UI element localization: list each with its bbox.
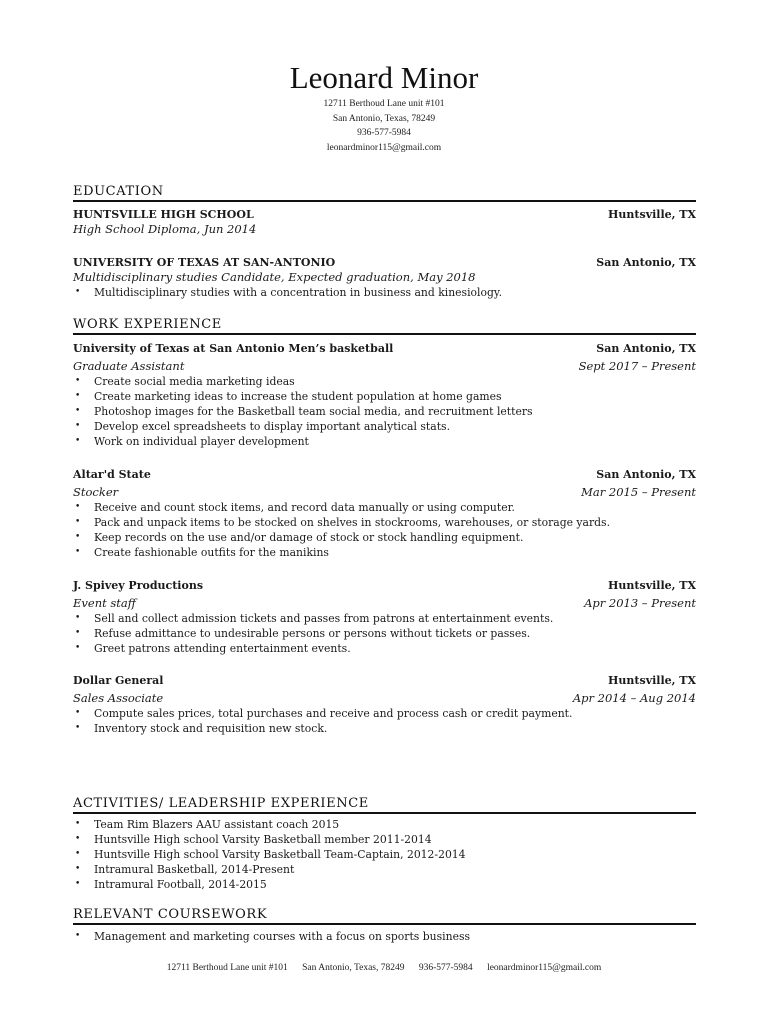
school-location: Huntsville, TX xyxy=(608,208,696,221)
job-dates: Apr 2014 – Aug 2014 xyxy=(572,691,696,705)
list-item xyxy=(73,929,696,944)
list-item-text: Multidisciplinary studies with a concentration in business and kinesiology. xyxy=(94,286,502,299)
bullet-icon: • xyxy=(75,819,81,829)
job-dates: Apr 2013 – Present xyxy=(584,596,696,610)
job-header xyxy=(73,578,696,593)
list-item-text: Keep records on the use and/or damage of stock or stock handling equipment. xyxy=(94,531,524,544)
job-role-row xyxy=(73,691,696,706)
contact-block xyxy=(0,97,768,155)
list-item-text: Create social media marketing ideas xyxy=(94,375,295,388)
footer-city: San Antonio, Texas, 78249 xyxy=(302,963,405,973)
list-item-text: Refuse admittance to undesirable persons or persons without tickets or passes. xyxy=(94,627,531,640)
school-name: UNIVERSITY OF TEXAS AT SAN-ANTONIO xyxy=(73,256,336,269)
email[interactable]: leonardminor115@gmail.com xyxy=(326,142,442,153)
bullet-icon: • xyxy=(75,406,81,416)
activities-section xyxy=(73,796,696,892)
bullet-icon: • xyxy=(75,517,81,527)
education-entry-header xyxy=(73,255,696,270)
education-entry-header xyxy=(73,207,696,222)
footer-email[interactable]: leonardminor115@gmail.com xyxy=(487,963,602,973)
list-item xyxy=(73,530,696,545)
list-item-text: Create marketing ideas to increase the student population at home games xyxy=(94,390,502,403)
list-item-text: Inventory stock and requisition new stock. xyxy=(94,722,328,735)
job-role-row xyxy=(73,359,696,374)
list-item xyxy=(73,389,696,404)
list-item-text: Huntsville High school Varsity Basketball Team-Captain, 2012-2014 xyxy=(94,848,466,861)
job-location: Huntsville, TX xyxy=(608,579,696,592)
bullet-icon: • xyxy=(75,391,81,401)
list-item xyxy=(73,847,696,862)
list-item xyxy=(73,374,696,389)
job-header xyxy=(73,467,696,482)
bullet-icon: • xyxy=(75,849,81,859)
school-location: San Antonio, TX xyxy=(596,256,696,269)
section-title: WORK EXPERIENCE xyxy=(73,317,222,332)
list-item xyxy=(73,832,696,847)
list-item xyxy=(73,611,696,626)
list-item-text: Sell and collect admission tickets and passes from patrons at entertainment events. xyxy=(94,612,554,625)
bullet-icon: • xyxy=(75,723,81,733)
list-item xyxy=(73,862,696,877)
bullet-icon: • xyxy=(75,931,81,941)
job-role-row xyxy=(73,596,696,611)
list-item-text: Receive and count stock items, and record data manually or using computer. xyxy=(94,501,515,514)
candidate-name: Leonard Minor xyxy=(289,60,479,95)
job-dates: Sept 2017 – Present xyxy=(578,359,696,373)
list-item xyxy=(73,721,696,736)
list-item xyxy=(73,706,696,721)
bullet-icon: • xyxy=(75,532,81,542)
list-item-text: Compute sales prices, total purchases and receive and process cash or credit payment. xyxy=(94,707,573,720)
list-item-text: Create fashionable outfits for the manikins xyxy=(94,546,329,559)
degree: Multidisciplinary studies Candidate, Expected graduation, May 2018 xyxy=(73,270,476,284)
job-location: San Antonio, TX xyxy=(596,342,696,355)
education-degree-row xyxy=(73,222,696,237)
school-name: HUNTSVILLE HIGH SCHOOL xyxy=(73,208,254,221)
list-item-text: Team Rim Blazers AAU assistant coach 2015 xyxy=(94,818,340,831)
job-role: Event staff xyxy=(73,596,136,610)
list-item xyxy=(73,419,696,434)
list-item xyxy=(73,626,696,641)
bullet-icon: • xyxy=(75,708,81,718)
list-item-text: Develop excel spreadsheets to display important analytical stats. xyxy=(94,420,451,433)
footer-phone: 936-577-5984 xyxy=(418,963,473,973)
job-role: Stocker xyxy=(73,485,119,499)
list-item xyxy=(73,515,696,530)
list-item xyxy=(73,285,696,300)
employer: University of Texas at San Antonio Men’s basketball xyxy=(73,342,394,355)
bullet-icon: • xyxy=(75,879,81,889)
footer-address: 12711 Berthoud Lane unit #101 xyxy=(166,963,288,973)
job-role: Graduate Assistant xyxy=(73,359,185,373)
section-title: RELEVANT COURSEWORK xyxy=(73,907,268,922)
list-item-text: Greet patrons attending entertainment events. xyxy=(94,642,351,655)
list-item xyxy=(73,641,696,656)
employer: Dollar General xyxy=(73,674,164,687)
bullet-icon: • xyxy=(75,628,81,638)
bullet-icon: • xyxy=(75,502,81,512)
bullet-icon: • xyxy=(75,613,81,623)
bullet-icon: • xyxy=(75,436,81,446)
job-header xyxy=(73,341,696,356)
section-title: EDUCATION xyxy=(73,184,164,199)
employer: Altar'd State xyxy=(73,468,151,481)
job-dates: Mar 2015 – Present xyxy=(581,485,696,499)
address-line-2: San Antonio, Texas, 78249 xyxy=(332,113,436,124)
list-item-text: Huntsville High school Varsity Basketball member 2011-2014 xyxy=(94,833,432,846)
phone: 936-577-5984 xyxy=(357,128,411,138)
degree: High School Diploma, Jun 2014 xyxy=(73,222,257,236)
job-location: Huntsville, TX xyxy=(608,674,696,687)
bullet-icon: • xyxy=(75,864,81,874)
address-line-1: 12711 Berthoud Lane unit #101 xyxy=(323,99,445,109)
bullet-icon: • xyxy=(75,287,81,297)
list-item xyxy=(73,500,696,515)
bullet-icon: • xyxy=(75,421,81,431)
education-degree-row xyxy=(73,270,696,285)
list-item xyxy=(73,817,696,832)
job-header xyxy=(73,673,696,688)
list-item xyxy=(73,404,696,419)
list-item-text: Photoshop images for the Basketball team social media, and recruitment letters xyxy=(94,405,533,418)
bullet-icon: • xyxy=(75,643,81,653)
work-section xyxy=(73,317,696,736)
employer: J. Spivey Productions xyxy=(73,579,204,592)
list-item-text: Intramural Football, 2014-2015 xyxy=(94,878,267,891)
job-location: San Antonio, TX xyxy=(596,468,696,481)
list-item-text: Work on individual player development xyxy=(94,435,309,448)
page-footer xyxy=(0,963,768,973)
bullet-icon: • xyxy=(75,376,81,386)
list-item xyxy=(73,545,696,560)
list-item-text: Pack and unpack items to be stocked on shelves in stockrooms, warehouses, or storage yards. xyxy=(94,516,611,529)
job-role-row xyxy=(73,485,696,500)
job-role: Sales Associate xyxy=(73,691,164,705)
list-item-text: Management and marketing courses with a focus on sports business xyxy=(94,930,471,943)
list-item-text: Intramural Basketball, 2014-Present xyxy=(94,863,295,876)
coursework-section xyxy=(73,907,696,944)
list-item xyxy=(73,877,696,892)
education-section xyxy=(73,184,696,300)
section-title: ACTIVITIES/ LEADERSHIP EXPERIENCE xyxy=(73,796,369,811)
bullet-icon: • xyxy=(75,834,81,844)
bullet-icon: • xyxy=(75,547,81,557)
list-item xyxy=(73,434,696,449)
